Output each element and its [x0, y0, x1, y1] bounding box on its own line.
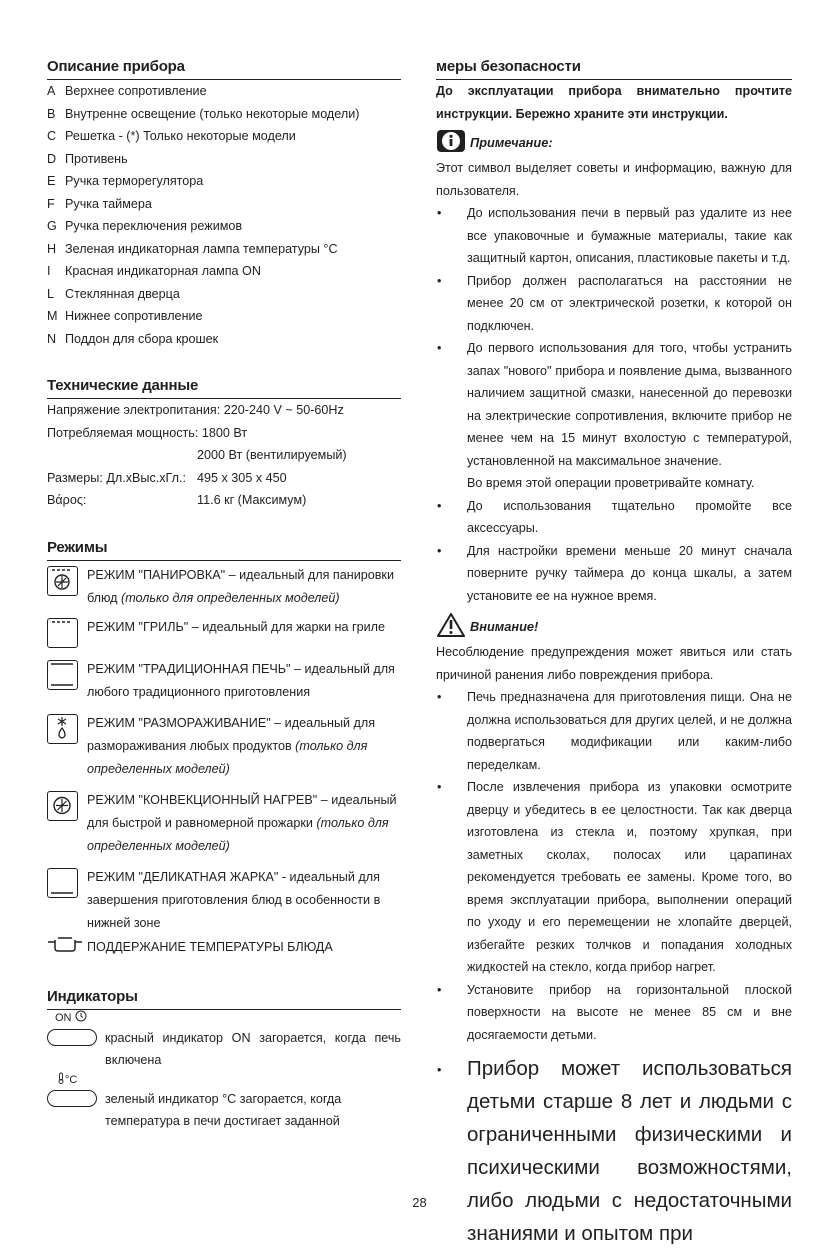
clock-icon — [75, 1010, 87, 1027]
mode-delicate: РЕЖИМ "ДЕЛИКАТНАЯ ЖАРКА" - идеальный для завершения приготовления блюд в особенности в нижней зоне — [47, 866, 401, 935]
section-title-tech: Технические данные — [47, 375, 401, 399]
list-item: H Зеленая индикаторная лампа температуры °C — [47, 241, 338, 256]
tech-voltage: Напряжение электропитания: 220-240 V ~ 50-60Hz — [47, 403, 344, 417]
list-item: B Внутренне освещение (только некоторые модели) — [47, 106, 360, 121]
safety-intro: До эксплуатации прибора внимательно прочтите инструкции. Бережно храните эти инструкции. — [436, 84, 792, 121]
right-column — [436, 56, 792, 1250]
bottom-heat-icon — [47, 868, 78, 898]
list-item: • Прибор может использоваться детьми старше 8 лет и людьми с ограниченными физическими и психическими возможностями, либо людьми с недостаточными знаниями и опытом при — [437, 1057, 792, 1245]
fan-icon — [47, 791, 78, 821]
tech-power-2: 2000 Вт (вентилируемый) — [197, 448, 347, 462]
list-item: E Ручка терморегулятора — [47, 174, 204, 188]
page-number: 28 — [412, 1195, 427, 1210]
list-item: • Для настройки времени меньше 20 минут сначала поверните ручку таймера до конца шкалы, а затем установите ее на нужное время. — [437, 543, 792, 603]
indicators — [47, 1010, 401, 1133]
top-bottom-heat-icon — [47, 660, 78, 690]
note-heading: Примечание: — [436, 127, 792, 157]
indicator-red-row — [47, 1027, 401, 1072]
keep-warm-icon — [47, 935, 83, 961]
indicator-green-row — [47, 1088, 401, 1133]
warning-text: Несоблюдение предупреждения может явиться или стать причиной ранения либо повреждения прибора. — [436, 645, 792, 682]
list-item: • Установите прибор на горизонтальной плоской поверхности на высоте не менее 85 см и вне досягаемости детьми. — [437, 982, 792, 1042]
list-item: D Противень — [47, 151, 128, 166]
thermometer-icon — [57, 1072, 65, 1088]
mode-convection: РЕЖИМ "КОНВЕКЦИОННЫЙ НАГРЕВ" – идеальный для быстрой и равномерной прожарки (только для определенных моделей) — [47, 789, 401, 858]
list-item: C Решетка - (*) Только некоторые модели — [47, 129, 296, 143]
list-item: N Поддон для сбора крошек — [47, 331, 219, 346]
mode-traditional: РЕЖИМ "ТРАДИЦИОННАЯ ПЕЧЬ" – идеальный для любого традиционного приготовления — [47, 658, 401, 704]
info-icon — [436, 129, 466, 156]
section-title-modes: Режимы — [47, 537, 401, 561]
fan-top-heat-icon — [47, 566, 78, 596]
mode-grill: РЕЖИМ "ГРИЛЬ" – идеальный для жарки на гриле — [47, 616, 401, 648]
list-item: F Ручка таймера — [47, 196, 152, 211]
on-label-row: ON — [55, 1010, 401, 1027]
temp-label-row: °C — [57, 1072, 401, 1088]
mode-defrost: РЕЖИМ "РАЗМОРАЖИВАНИЕ" – идеальный для размораживания любых продуктов (только для определенных моделей) — [47, 712, 401, 781]
section-title-safety: меры безопасности — [436, 56, 792, 80]
left-column — [47, 56, 401, 1133]
list-item: L Стеклянная дверца — [47, 286, 180, 301]
modes-list — [47, 564, 401, 961]
tech-weight: Βάρος: 11.6 кг (Максимум) — [47, 493, 307, 507]
warning-icon — [436, 612, 466, 641]
parts-list — [47, 80, 401, 350]
indicator-red-text: красный индикатор ON загорается, когда печь включена — [105, 1030, 401, 1067]
tech-data — [47, 399, 401, 512]
list-item: I Красная индикаторная лампа ON — [47, 264, 261, 278]
defrost-icon — [47, 714, 78, 744]
note-text: Этот символ выделяет советы и информацию, важную для пользователя. — [436, 161, 792, 198]
list-item: • После извлечения прибора из упаковки осмотрите дверцу и убедитесь в ее целостности. Так как дверца изготовлена из стекла и, поэтому хрупкая, при заметных сколах, полосах или царапинах рекомендуется требовать ее замены. Кроме того, во время эксплуатации прибора, выполнении операций по уходу и его перемещении не хлопайте дверцей, избегайте резких толчков и попадания холодных жидкостей на стекло, когда прибор нагрет. — [437, 780, 792, 974]
tech-power: Потребляемая мощность: 1800 Вт — [47, 425, 248, 440]
section-title-indicators: Индикаторы — [47, 986, 401, 1010]
green-indicator-lamp — [47, 1090, 97, 1107]
list-item: G Ручка переключения режимов — [47, 219, 243, 233]
list-item: • До первого использования для того, чтобы устранить запах "нового" прибора и появление дыма, вызванного наличием защитной смазки, нанесенной до перевозки на электрические сопротивления, включите прибор не менее чем на 15 минут вхолостую с температурой, установленной на максимальное значение. Во время этой операции проветривайте комнату. — [437, 341, 792, 490]
list-item: • Прибор должен располагаться на расстоянии не менее 20 см от электрической розетки, к которой он подключен. — [437, 273, 792, 333]
mode-keep-warm: ПОДДЕРЖАНИЕ ТЕМПЕРАТУРЫ БЛЮДА — [47, 935, 401, 961]
list-item: • Печь предназначена для приготовления пищи. Она не должна использоваться для других целей, и не должна подвергаться модификации или каким-либо переделкам. — [437, 690, 792, 772]
tech-size: Размеры: Дл.хВыс.хГл.: 495 x 305 x 450 — [47, 470, 287, 485]
list-item: M Нижнее сопротивление — [47, 309, 203, 323]
list-item: • До использования печи в первый раз удалите из нее все упаковочные и бумажные материалы, такие как защитный картон, описания, пластиковые пакеты и т.д. — [437, 206, 792, 265]
grill-icon — [47, 618, 78, 648]
indicator-green-text: зеленый индикатор °C загорается, когда температура в печи достигает заданной — [105, 1091, 342, 1128]
list-item: • До использования тщательно промойте все аксессуары. — [437, 498, 792, 535]
mode-breading: РЕЖИМ "ПАНИРОВКА" – идеальный для панировки блюд (только для определенных моделей) — [47, 564, 401, 610]
red-indicator-lamp — [47, 1029, 97, 1046]
section-title-description: Описание прибора — [47, 56, 401, 80]
list-item: A Верхнее сопротивление — [47, 84, 207, 98]
warning-heading: Внимание! — [436, 611, 792, 641]
